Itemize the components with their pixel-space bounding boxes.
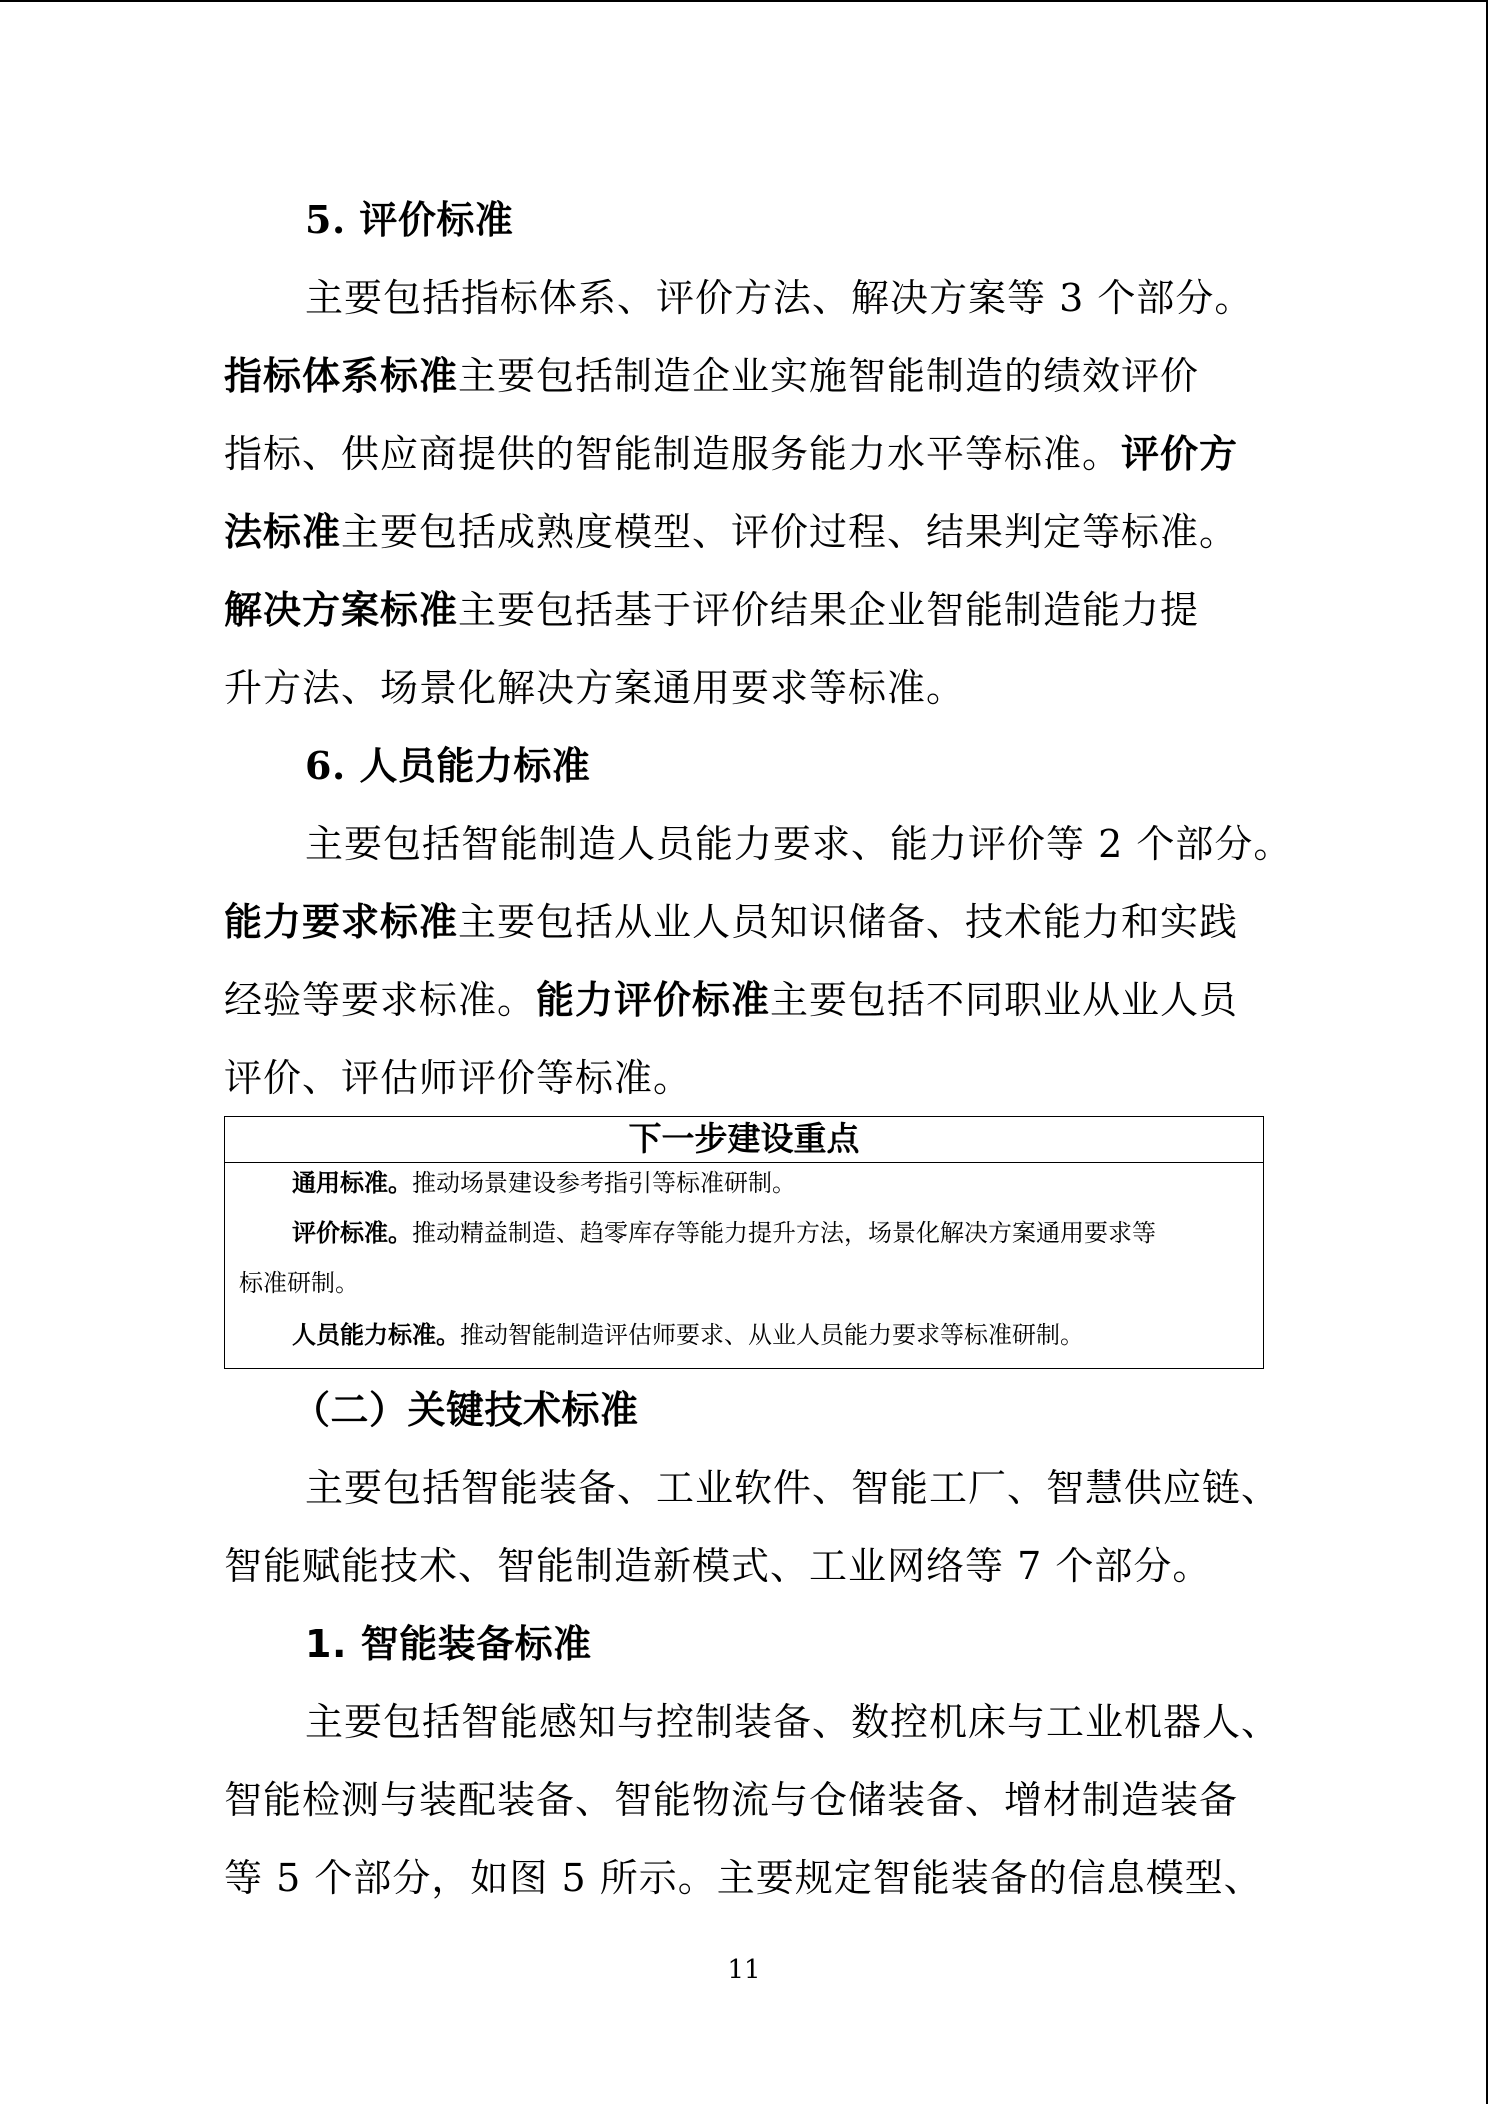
paragraph-line [224, 1698, 1281, 1746]
bold-term: 人员能力标准。 [292, 1321, 460, 1349]
text-run: 智能赋能技术、智能制造新模式、工业网络等 [224, 1544, 1018, 1588]
paragraph-line [224, 820, 1293, 868]
text-run: 主要包括不同职业从业人员 [770, 978, 1239, 1022]
paragraph-line [224, 352, 1264, 400]
section-5-title: 评价标准 [359, 198, 514, 242]
number-run: 5 [561, 1856, 587, 1900]
text-run: 主要包括从业人员知识储备、技术能力和实践 [458, 900, 1239, 944]
text-run: 推动精益制造、趋零库存等能力提升方法，场景化解决方案通用要求等 [412, 1219, 1156, 1247]
paragraph-line [224, 1464, 1281, 1512]
box-item-personnel [225, 1319, 1265, 1351]
box-item-evaluation-cont [225, 1267, 1265, 1299]
text-run: 个部分，如图 [301, 1856, 562, 1900]
part-2-heading: （二）关键技术标准 [292, 1388, 639, 1432]
bold-term: 能力评价标准 [536, 978, 771, 1022]
text-run: 主要包括基于评价结果企业智能制造能力提 [458, 588, 1200, 632]
page-frame-top [0, 0, 1488, 2]
next-steps-box [224, 1116, 1264, 1369]
text-run: 主要包括智能装备、工业软件、智能工厂、智慧供应链、 [305, 1466, 1281, 1510]
section-6-heading [224, 742, 1264, 790]
bold-term: 评价标准。 [292, 1219, 412, 1247]
text-run: 主要包括成熟度模型、评价过程、结果判定等标准。 [341, 510, 1239, 554]
text-run: 推动场景建设参考指引等标准研制。 [412, 1169, 796, 1197]
number-run: 7 [1017, 1544, 1043, 1588]
number-run: 5 [276, 1856, 302, 1900]
paragraph-line [224, 274, 1264, 322]
paragraph-line [224, 664, 1264, 712]
paragraph-line [224, 1854, 1264, 1902]
page-number: 11 [727, 1955, 761, 1985]
paragraph-line [224, 976, 1264, 1024]
box-item-evaluation [225, 1217, 1265, 1249]
section-6-number: 6. [305, 743, 346, 788]
bold-term: 指标体系标准 [224, 354, 459, 398]
paragraph-line [224, 508, 1264, 556]
section-5-heading [224, 196, 1264, 244]
paragraph-line [224, 430, 1264, 478]
paragraph-line [224, 1542, 1264, 1590]
text-run: 主要包括智能感知与控制装备、数控机床与工业机器人、 [305, 1700, 1281, 1744]
text-run: 等 [224, 1856, 277, 1900]
text-run: 指标、供应商提供的智能制造服务能力水平等标准。 [224, 432, 1122, 476]
bold-term: 法标准 [224, 510, 342, 554]
section-5-number: 5. [305, 197, 346, 242]
bold-term: 通用标准。 [292, 1169, 412, 1197]
text-run: 经验等要求标准。 [224, 978, 537, 1022]
paragraph-line [224, 1054, 1264, 1102]
text-run: 个部分。 [1123, 822, 1293, 866]
bold-term: 能力要求标准 [224, 900, 459, 944]
number-run: 3 [1059, 276, 1085, 320]
number-run: 2 [1098, 822, 1124, 866]
text-run: 个部分。 [1042, 1544, 1212, 1588]
text-run: 智能检测与装配装备、智能物流与仓储装备、增材制造装备 [224, 1778, 1239, 1822]
text-run: 评价、评估师评价等标准。 [224, 1056, 693, 1100]
section-6-title: 人员能力标准 [359, 744, 591, 788]
paragraph-line [224, 586, 1264, 634]
paragraph-line [224, 898, 1264, 946]
text-run: 个部分。 [1084, 276, 1254, 320]
paragraph-line [224, 1776, 1264, 1824]
box-item-general [225, 1167, 1265, 1199]
text-run: 主要包括指标体系、评价方法、解决方案等 [305, 276, 1060, 320]
bold-term: 评价方 [1121, 432, 1239, 476]
text-run: 推动智能制造评估师要求、从业人员能力要求等标准研制。 [460, 1321, 1084, 1349]
box-title: 下一步建设重点 [225, 1117, 1263, 1163]
text-run: 主要包括制造企业实施智能制造的绩效评价 [458, 354, 1200, 398]
text-run: 升方法、场景化解决方案通用要求等标准。 [224, 666, 966, 710]
bold-term: 解决方案标准 [224, 588, 459, 632]
text-run: 标准研制。 [239, 1269, 359, 1297]
subsection-1-heading: 1. 智能装备标准 [305, 1622, 592, 1666]
text-run: 主要包括智能制造人员能力要求、能力评价等 [305, 822, 1099, 866]
text-run: 所示。主要规定智能装备的信息模型、 [586, 1856, 1263, 1900]
